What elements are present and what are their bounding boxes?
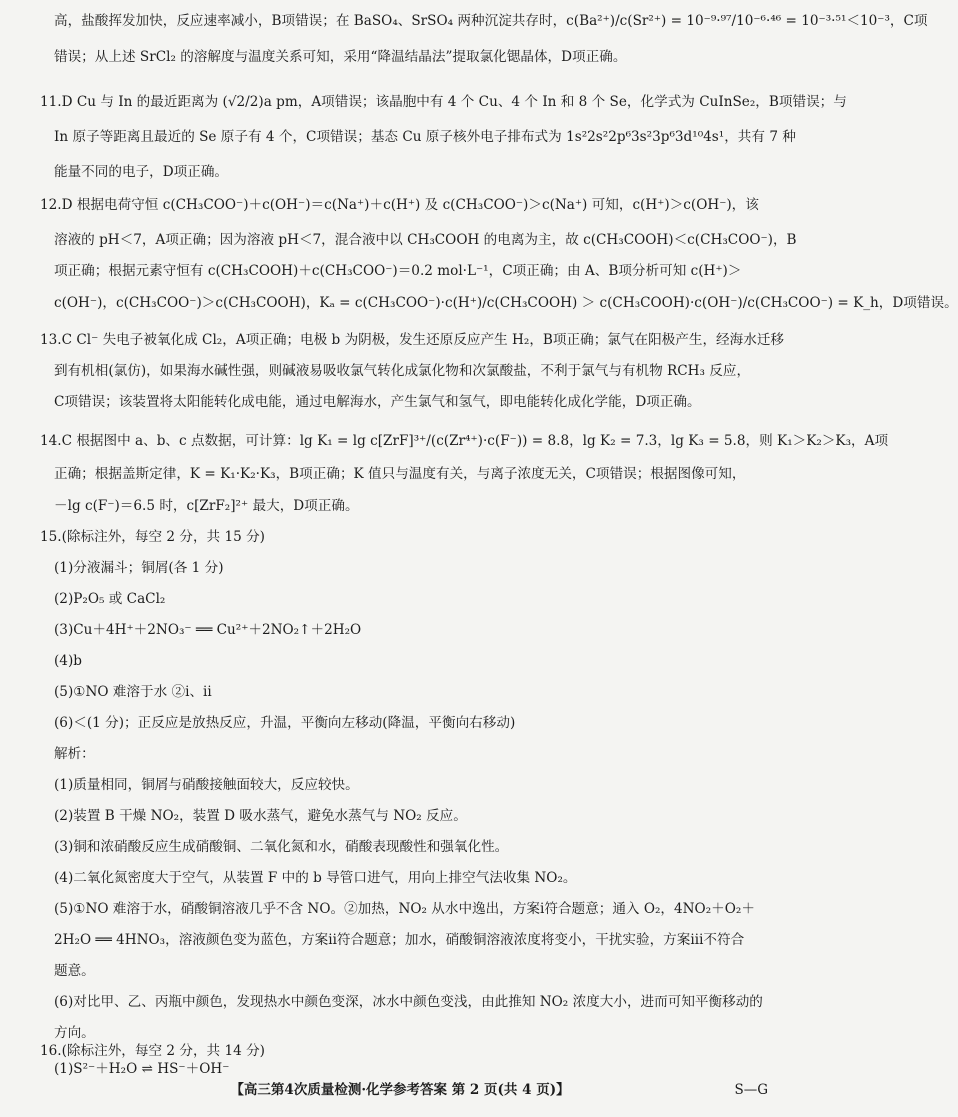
- text-line: 15.(除标注外，每空 2 分，共 15 分): [40, 529, 265, 545]
- text-line: －lg c(F⁻)＝6.5 时，c[ZrF₂]²⁺ 最大，D项正确。: [54, 498, 359, 514]
- text-line: (1)S²⁻＋H₂O ⇌ HS⁻＋OH⁻: [54, 1061, 230, 1077]
- text-line: (1)质量相同，铜屑与硝酸接触面较大，反应较快。: [54, 777, 359, 793]
- text-line: 溶液的 pH＜7，A项正确；因为溶液 pH＜7，混合液中以 CH₃COOH 的电离为主，故 c(CH₃COOH)＜c(CH₃COO⁻)，B: [54, 232, 797, 248]
- text-line: (3)铜和浓硝酸反应生成硝酸铜、二氧化氮和水，硝酸表现酸性和强氧化性。: [54, 839, 509, 855]
- footer-code: S—G: [734, 1082, 768, 1098]
- text-line: (2)装置 B 干燥 NO₂，装置 D 吸水蒸气，避免水蒸气与 NO₂ 反应。: [54, 808, 467, 824]
- text-line: 11.D Cu 与 In 的最近距离为 (√2/2)a pm，A项错误；该晶胞中有 4 个 Cu、4 个 In 和 8 个 Se，化学式为 CuInSe₂，B项错误；与: [40, 94, 847, 110]
- text-line: 14.C 根据图中 a、b、c 点数据，可计算：lg K₁ = lg c[ZrF]³⁺/(c(Zr⁴⁺)·c(F⁻)) = 8.8，lg K₂ = 7.3，lg K₃ = 5.8，则 K₁＞K₂＞K₃，A项: [40, 433, 889, 449]
- text-line: (2)P₂O₅ 或 CaCl₂: [54, 591, 166, 607]
- text-line: 高，盐酸挥发加快，反应速率减小，B项错误；在 BaSO₄、SrSO₄ 两种沉淀共存时，c(Ba²⁺)/c(Sr²⁺) = 10⁻⁹·⁹⁷/10⁻⁶·⁴⁶ = 10⁻³·⁵¹＜10⁻³，C项: [54, 13, 928, 29]
- text-line: (6)＜(1 分)；正反应是放热反应，升温，平衡向左移动(降温，平衡向右移动): [54, 715, 516, 731]
- page-footer: [0, 1078, 800, 1102]
- text-line: In 原子等距离且最近的 Se 原子有 4 个，C项错误；基态 Cu 原子核外电子排布式为 1s²2s²2p⁶3s²3p⁶3d¹⁰4s¹，共有 7 种: [54, 129, 796, 145]
- text-line: 12.D 根据电荷守恒 c(CH₃COO⁻)＋c(OH⁻)＝c(Na⁺)＋c(H⁺) 及 c(CH₃COO⁻)＞c(Na⁺) 可知，c(H⁺)＞c(OH⁻)，该: [40, 197, 759, 213]
- text-line: 错误；从上述 SrCl₂ 的溶解度与温度关系可知，采用“降温结晶法”提取氯化锶晶体，D项正确。: [54, 49, 627, 65]
- text-line: (6)对比甲、乙、丙瓶中颜色，发现热水中颜色变深，冰水中颜色变浅，由此推知 NO₂ 浓度大小，进而可知平衡移动的: [54, 994, 763, 1010]
- text-line: (1)分液漏斗；铜屑(各 1 分): [54, 560, 224, 576]
- text-line: (4)b: [54, 653, 82, 669]
- text-line: (4)二氧化氮密度大于空气，从装置 F 中的 b 导管口进气，用向上排空气法收集 NO₂。: [54, 870, 577, 886]
- text-line: (5)①NO 难溶于水 ②ⅰ、ⅱ: [54, 684, 212, 700]
- text-line: 正确；根据盖斯定律，K = K₁·K₂·K₃，B项正确；K 值只与温度有关，与离子浓度无关，C项错误；根据图像可知，: [54, 466, 746, 482]
- text-line: C项错误；该装置将太阳能转化成电能，通过电解海水，产生氯气和氢气，即电能转化成化学能，D项正确。: [54, 394, 701, 410]
- text-line: 到有机相(氯仿)，如果海水碱性强，则碱液易吸收氯气转化成氯化物和次氯酸盐，不利于氯气与有机物 RCH₃ 反应，: [54, 363, 751, 379]
- text-line: (5)①NO 难溶于水，硝酸铜溶液几乎不含 NO。②加热，NO₂ 从水中逸出，方案ⅰ符合题意；通入 O₂，4NO₂＋O₂＋: [54, 901, 755, 917]
- text-line: 解析：: [54, 746, 95, 762]
- text-line: 16.(除标注外，每空 2 分，共 14 分): [40, 1043, 265, 1059]
- text-line: 题意。: [54, 963, 95, 979]
- text-line: (3)Cu＋4H⁺＋2NO₃⁻ ══ Cu²⁺＋2NO₂↑＋2H₂O: [54, 622, 362, 638]
- text-line: 项正确；根据元素守恒有 c(CH₃COOH)＋c(CH₃COO⁻)＝0.2 mol·L⁻¹，C项正确；由 A、B项分析可知 c(H⁺)＞: [54, 263, 742, 279]
- text-line: 能量不同的电子，D项正确。: [54, 164, 229, 180]
- text-line: 2H₂O ══ 4HNO₃，溶液颜色变为蓝色，方案ⅱ符合题意；加水，硝酸铜溶液浓度将变小，干扰实验，方案ⅲ不符合: [54, 932, 745, 948]
- text-line: 13.C Cl⁻ 失电子被氧化成 Cl₂，A项正确；电极 b 为阴极，发生还原反应产生 H₂，B项正确；氯气在阳极产生，经海水迁移: [40, 332, 785, 348]
- text-line: 方向。: [54, 1025, 95, 1041]
- footer-text: 【高三第4次质量检测·化学参考答案 第 2 页(共 4 页)】: [230, 1082, 570, 1098]
- text-line: c(OH⁻)，c(CH₃COO⁻)＞c(CH₃COOH)，Kₐ = c(CH₃COO⁻)·c(H⁺)/c(CH₃COOH) ＞ c(CH₃COOH)·c(OH⁻)/c(CH₃COO⁻) = K_h，D项错误。: [54, 295, 958, 311]
